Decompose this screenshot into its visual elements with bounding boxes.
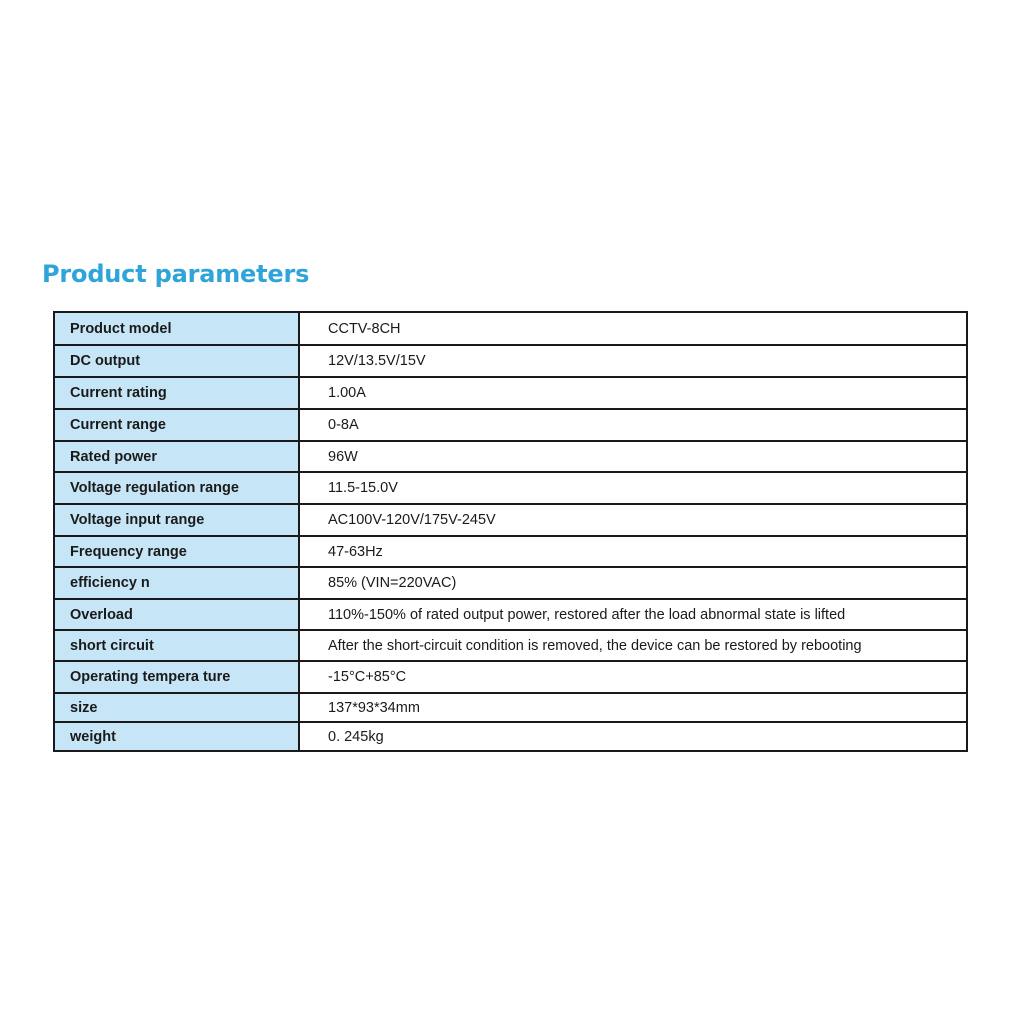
table-row	[54, 722, 967, 751]
param-label: DC output	[54, 345, 299, 377]
table-row	[54, 599, 967, 630]
table-row	[54, 536, 967, 567]
param-value: 11.5-15.0V	[299, 472, 967, 504]
param-label: short circuit	[54, 630, 299, 661]
param-label: weight	[54, 722, 299, 751]
page-title: Product parameters	[42, 260, 310, 288]
param-label: Operating tempera ture	[54, 661, 299, 693]
table-row	[54, 693, 967, 722]
param-label: Voltage regulation range	[54, 472, 299, 504]
table-row	[54, 504, 967, 536]
param-label: efficiency n	[54, 567, 299, 599]
param-label: Current rating	[54, 377, 299, 409]
param-label: size	[54, 693, 299, 722]
param-value: 0-8A	[299, 409, 967, 441]
param-value: 12V/13.5V/15V	[299, 345, 967, 377]
product-parameters-table	[53, 311, 968, 752]
param-value: 85% (VIN=220VAC)	[299, 567, 967, 599]
table-row	[54, 377, 967, 409]
param-value: After the short-circuit condition is removed, the device can be restored by rebooting	[299, 630, 967, 661]
param-value: 110%-150% of rated output power, restored after the load abnormal state is lifted	[299, 599, 967, 630]
param-value: AC100V-120V/175V-245V	[299, 504, 967, 536]
param-label: Current range	[54, 409, 299, 441]
param-value: 47-63Hz	[299, 536, 967, 567]
table-row	[54, 472, 967, 504]
table-row	[54, 312, 967, 345]
param-label: Frequency range	[54, 536, 299, 567]
table-row	[54, 661, 967, 693]
param-value: 96W	[299, 441, 967, 472]
param-value: 137*93*34mm	[299, 693, 967, 722]
table-row	[54, 567, 967, 599]
param-value: 0. 245kg	[299, 722, 967, 751]
param-label: Overload	[54, 599, 299, 630]
param-label: Voltage input range	[54, 504, 299, 536]
table-row	[54, 345, 967, 377]
table-row	[54, 441, 967, 472]
param-label: Product model	[54, 312, 299, 345]
table-row	[54, 630, 967, 661]
table-row	[54, 409, 967, 441]
param-value: CCTV-8CH	[299, 312, 967, 345]
param-value: -15°C+85°C	[299, 661, 967, 693]
param-label: Rated power	[54, 441, 299, 472]
param-value: 1.00A	[299, 377, 967, 409]
